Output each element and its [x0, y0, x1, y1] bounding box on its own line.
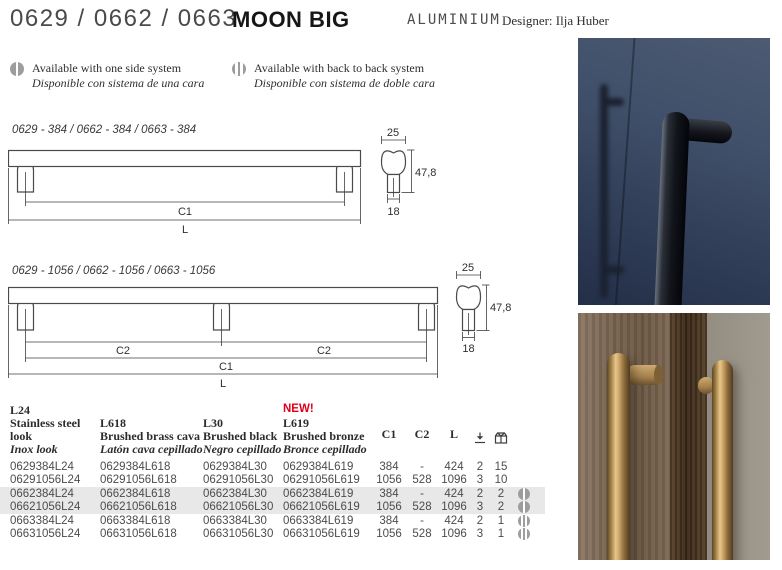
- legend-back-to-back-label-en: Available with back to back system: [254, 61, 425, 75]
- finish-name-en: Brushed black: [203, 429, 278, 443]
- dim-width-bottom-label: 18: [462, 343, 475, 355]
- drawing-1056-label: 0629 - 1056 / 0662 - 1056 / 0663 - 1056: [12, 265, 216, 277]
- handle-side-view-1056: [457, 271, 490, 341]
- system-icon-cell: [512, 528, 538, 540]
- product-code: 0629384L24: [10, 460, 74, 473]
- finish-code: L618: [100, 416, 127, 430]
- product-code: 06291056L24: [10, 474, 81, 487]
- fixings-count: 3: [476, 501, 484, 514]
- dim-height-label: 47,8: [415, 167, 437, 179]
- c1-value: 1056: [376, 528, 402, 541]
- product-code: 06621056L619: [283, 501, 360, 514]
- finish-header-l618: [100, 417, 203, 456]
- product-code: 06631056L24: [10, 528, 81, 541]
- finish-name-es: Latón cava cepillado: [100, 442, 203, 456]
- column-header-l: L: [449, 427, 458, 441]
- finish-header-l30: [203, 417, 283, 456]
- product-code: 0662384L24: [10, 487, 74, 500]
- finish-code: L30: [203, 416, 224, 430]
- product-code: 0662384L619: [283, 487, 354, 500]
- column-header-c2: C2: [414, 427, 430, 441]
- units-per-box: 15: [494, 460, 508, 473]
- one-side-system-icon: [518, 501, 530, 513]
- handle-bar: [712, 360, 733, 560]
- system-icon-cell: [512, 515, 538, 527]
- l-value: 1096: [441, 528, 467, 541]
- product-code: 0662384L30: [203, 487, 267, 500]
- product-code: 0629384L618: [100, 460, 171, 473]
- finish-code: L24: [10, 403, 31, 417]
- dim-width-top-label: 25: [461, 262, 475, 274]
- finish-name-en: Brushed brass cava: [100, 429, 201, 443]
- walnut-door-center: [670, 313, 707, 560]
- product-code: 06631056L619: [283, 528, 360, 541]
- product-code: 0663384L619: [283, 514, 354, 527]
- dim-c2-right-label: C2: [316, 345, 332, 357]
- one-side-system-icon: [10, 62, 24, 76]
- c2-value: 528: [412, 528, 432, 541]
- dim-width-top-label: 25: [386, 127, 400, 139]
- product-code: 0629384L619: [283, 460, 354, 473]
- finish-name-es: Bronce cepillado: [283, 442, 367, 456]
- legend-back-to-back-label-es: Disponible con sistema de doble cara: [254, 75, 435, 90]
- technical-drawing-384: [8, 120, 538, 236]
- units-per-box: 2: [497, 487, 505, 500]
- dim-height-label: 47,8: [490, 302, 512, 314]
- product-code: 06621056L24: [10, 501, 81, 514]
- c1-value: 384: [379, 514, 399, 527]
- system-icon-cell: [512, 488, 538, 500]
- finish-name-es: Inox look: [10, 442, 58, 456]
- legend-one-side-label-es: Disponible con sistema de una cara: [32, 75, 205, 90]
- fixings-count: 2: [476, 460, 484, 473]
- product-code: 0663384L30: [203, 514, 267, 527]
- legend-one-side-system: [10, 61, 204, 90]
- table-row: [0, 514, 545, 528]
- l-value: 424: [444, 460, 464, 473]
- finish-header-l24: [10, 404, 100, 456]
- product-code: 06621056L618: [100, 501, 177, 514]
- dim-l-label: L: [219, 378, 227, 390]
- c2-value: -: [420, 514, 424, 527]
- designer-label: Designer: Ilja Huber: [502, 13, 609, 28]
- finish-name-es: Negro cepillado: [203, 442, 282, 456]
- l-value: 1096: [441, 474, 467, 487]
- product-code: 06621056L30: [203, 501, 274, 514]
- product-name: MOON BIG: [232, 7, 350, 32]
- product-code: 0663384L24: [10, 514, 74, 527]
- c1-value: 384: [379, 460, 399, 473]
- product-code: 06631056L618: [100, 528, 177, 541]
- product-code: 06631056L30: [203, 528, 274, 541]
- one-side-system-icon: [518, 488, 530, 500]
- dim-c1-label: C1: [218, 361, 234, 373]
- new-badge: NEW!: [283, 403, 314, 415]
- column-header-box: [490, 432, 512, 456]
- handle-post: [626, 365, 663, 385]
- product-code: 06291056L30: [203, 474, 274, 487]
- product-code: 0662384L618: [100, 487, 171, 500]
- product-code: 0663384L618: [100, 514, 171, 527]
- finish-code: L619: [283, 416, 310, 430]
- column-header-c1: C1: [381, 427, 397, 441]
- table-row: [0, 501, 545, 515]
- fixings-count: 3: [476, 474, 484, 487]
- units-per-box: 10: [494, 474, 508, 487]
- product-code: 06291056L619: [283, 474, 360, 487]
- units-per-box: 1: [497, 514, 505, 527]
- back-to-back-system-icon: [232, 62, 246, 76]
- table-row: [0, 460, 545, 474]
- column-header-fixings: [470, 432, 490, 456]
- handle-side-view-384: [382, 136, 415, 203]
- photo-brass-handles: [578, 313, 770, 560]
- handle-bar: [607, 353, 630, 560]
- l-value: 1096: [441, 501, 467, 514]
- units-per-box-icon: [494, 432, 508, 444]
- c2-value: 528: [412, 501, 432, 514]
- c1-value: 1056: [376, 474, 402, 487]
- table-header: [0, 403, 545, 456]
- back-to-back-system-icon: [518, 515, 530, 527]
- legend-one-side-label-en: Available with one side system: [32, 61, 182, 75]
- c2-value: -: [420, 460, 424, 473]
- product-table: [0, 403, 545, 541]
- legend-back-to-back-system: [232, 61, 435, 90]
- l-value: 424: [444, 487, 464, 500]
- table-row: [0, 474, 545, 488]
- finish-name-en: Brushed bronze: [283, 429, 365, 443]
- table-row: [0, 528, 545, 542]
- fixings-count: 3: [476, 528, 484, 541]
- c1-value: 1056: [376, 501, 402, 514]
- c2-value: -: [420, 487, 424, 500]
- material-label: ALUMINIUM: [407, 12, 501, 28]
- c2-value: 528: [412, 474, 432, 487]
- fixings-count: 2: [476, 514, 484, 527]
- back-to-back-system-icon: [518, 528, 530, 540]
- dim-c2-left-label: C2: [115, 345, 131, 357]
- fixings-count: 2: [476, 487, 484, 500]
- drawing-384-label: 0629 - 384 / 0662 - 384 / 0663 - 384: [12, 124, 197, 136]
- finish-header-l619: [283, 403, 372, 456]
- units-per-box: 1: [497, 528, 505, 541]
- dim-c1-label: C1: [177, 206, 193, 218]
- units-per-box: 2: [497, 501, 505, 514]
- product-code: 0629384L30: [203, 460, 267, 473]
- finish-name-en: Stainless steel look: [10, 416, 81, 443]
- table-row: [0, 487, 545, 501]
- dim-width-bottom-label: 18: [387, 206, 400, 218]
- photo-black-handle: [578, 38, 770, 305]
- l-value: 424: [444, 514, 464, 527]
- dim-l-label: L: [181, 224, 189, 236]
- system-icon-cell: [512, 501, 538, 513]
- technical-drawing-1056: [8, 262, 548, 390]
- product-codes-title: 0629 / 0662 / 0663: [10, 5, 238, 32]
- product-code: 06291056L618: [100, 474, 177, 487]
- c1-value: 384: [379, 487, 399, 500]
- fixings-count-icon: [474, 432, 486, 444]
